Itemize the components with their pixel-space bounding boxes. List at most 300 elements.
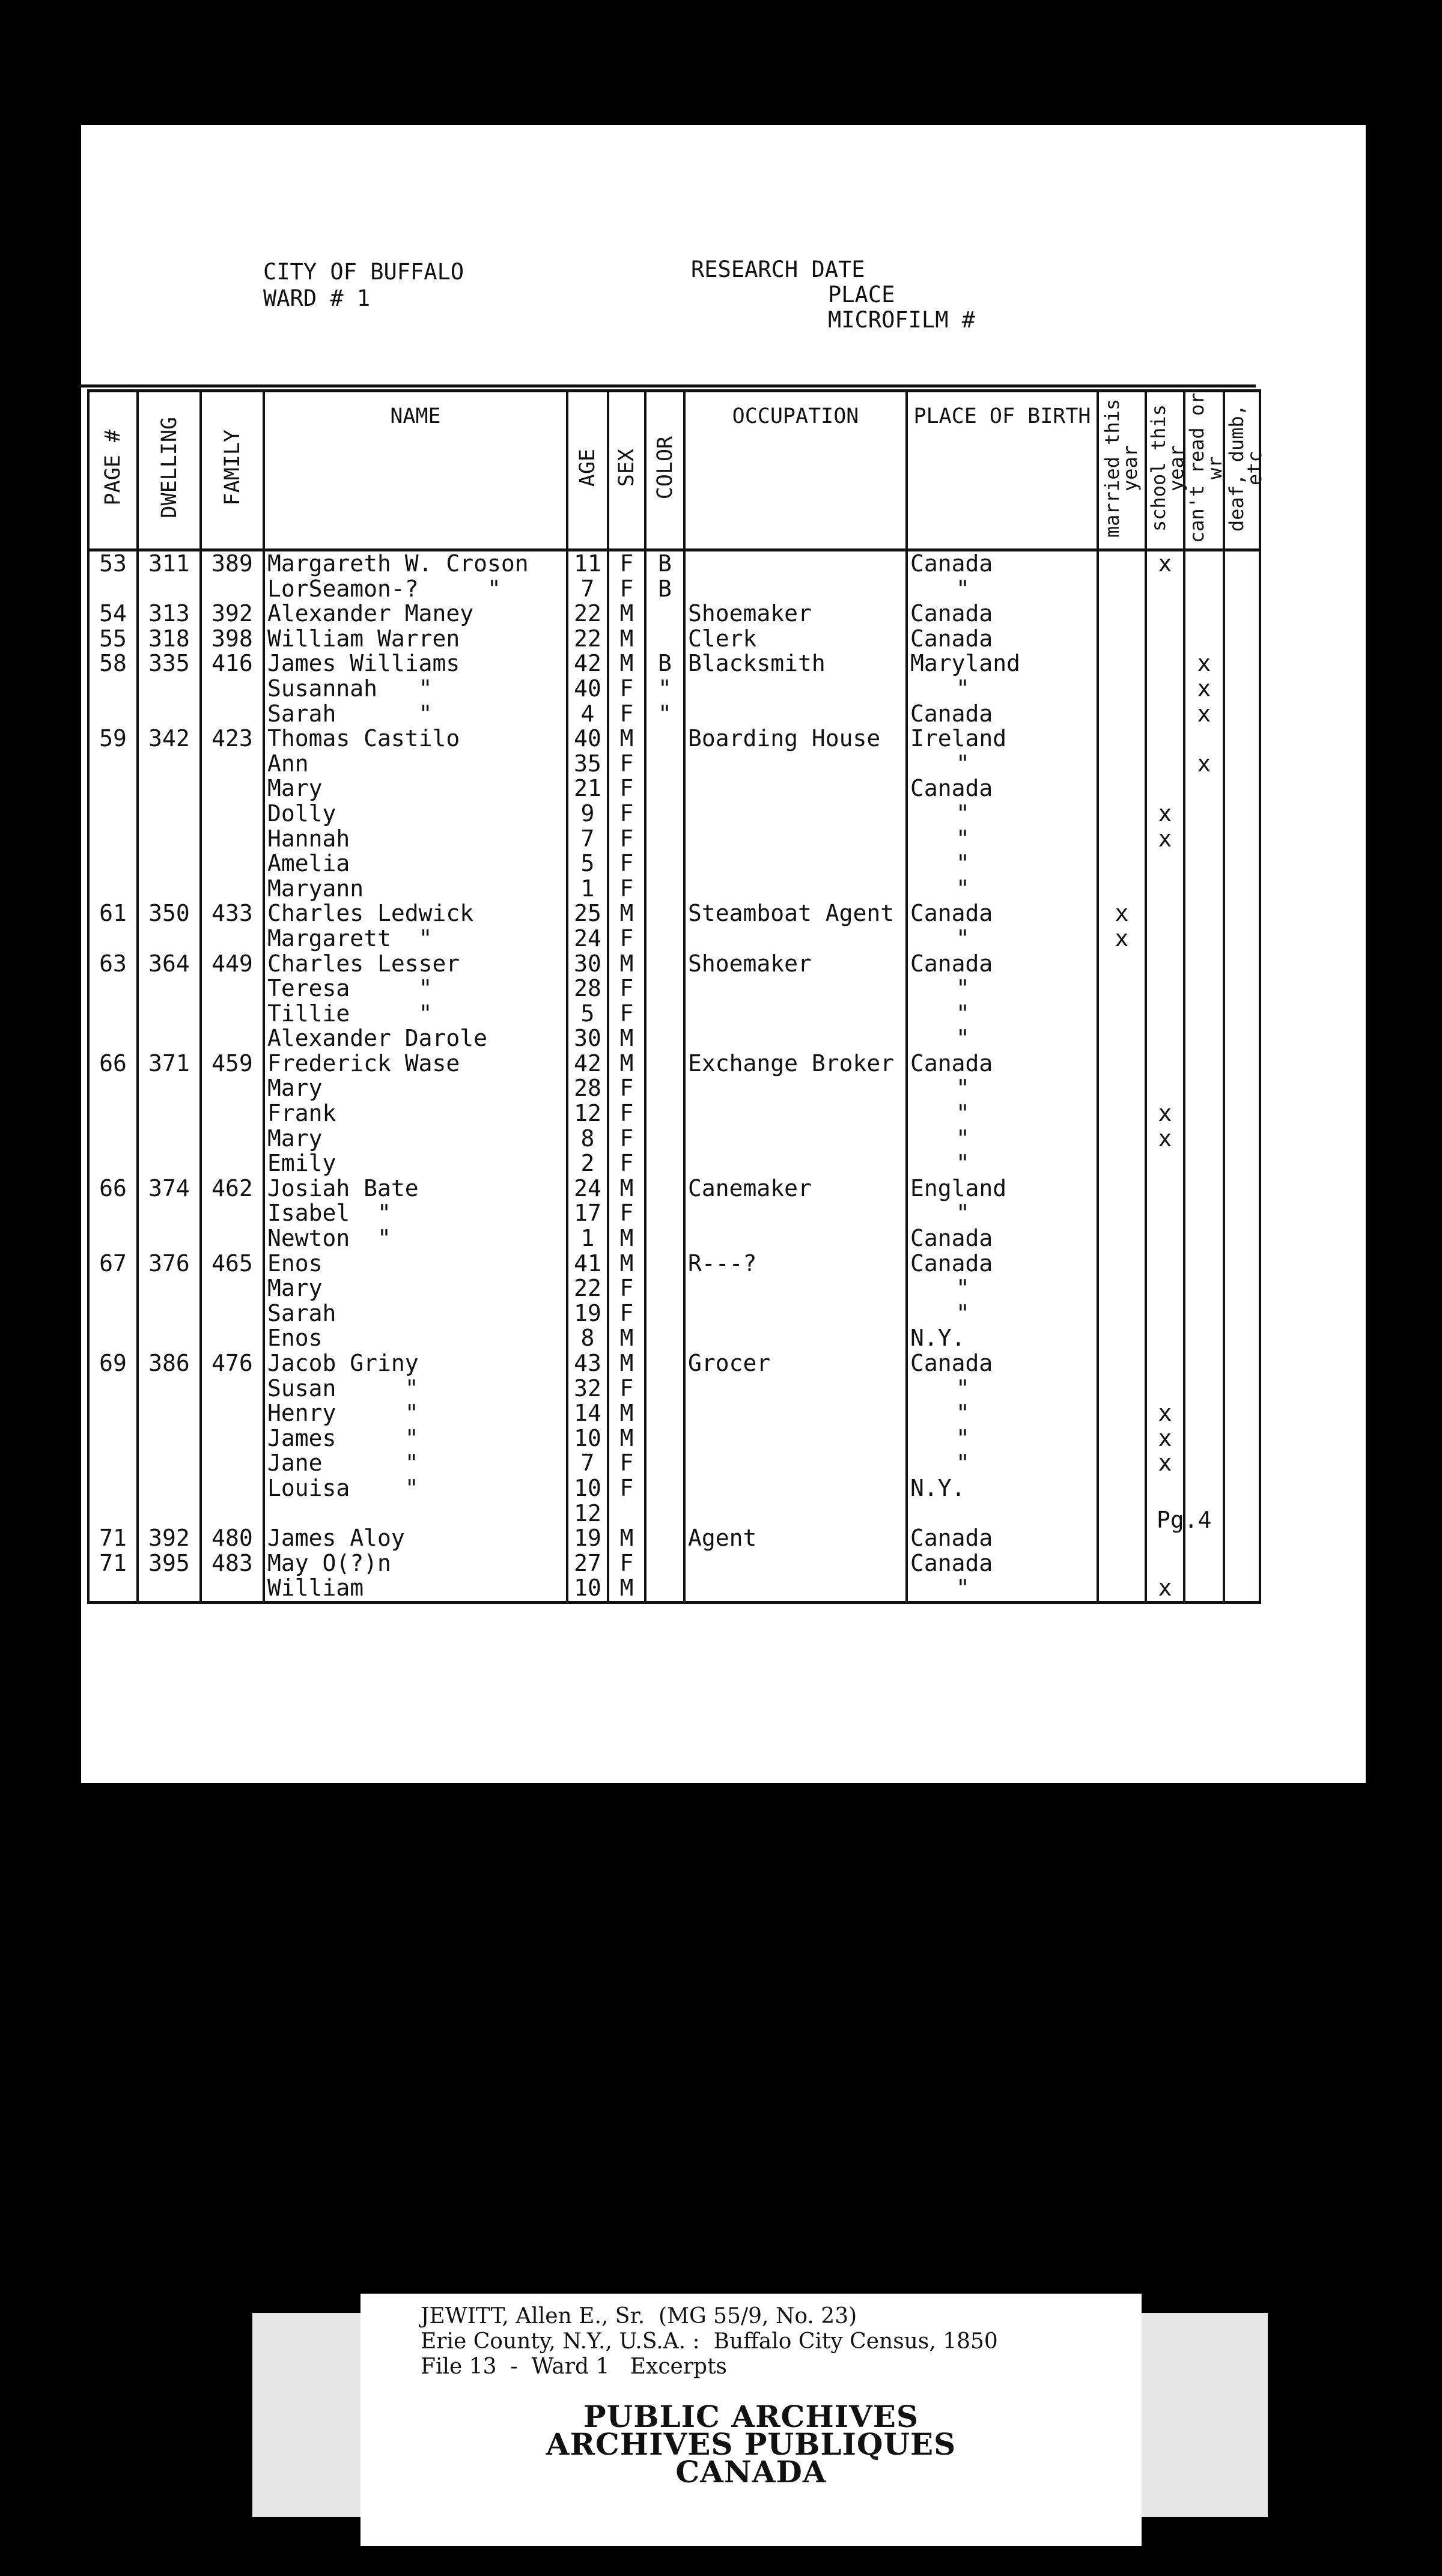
cell-family [201,1476,264,1501]
cell-occupation [684,1376,907,1402]
cell-married [1098,1026,1146,1051]
table-row [88,1251,1260,1277]
cell-dwelling: 318 [138,627,201,652]
cell-sex: F [608,851,645,876]
table-row [88,550,1260,577]
cell-sex: F [608,776,645,801]
cell-read [1184,1076,1224,1101]
cell-dwelling [138,676,201,702]
cell-birth: " [907,876,1098,902]
cell-page: 67 [88,1251,138,1277]
cell-birth: " [907,676,1098,702]
cell-family [201,1126,264,1152]
cell-color [645,601,684,627]
cell-color [645,1151,684,1176]
cell-name: Charles Ledwick [264,901,567,926]
cell-married [1098,1226,1146,1251]
cell-school [1146,1326,1184,1351]
table-row [88,627,1260,652]
cell-married [1098,1326,1146,1351]
cell-school [1146,1251,1184,1277]
cell-school [1146,1301,1184,1326]
cell-dwelling [138,1151,201,1176]
cell-age: 10 [567,1476,608,1501]
cell-sex: M [608,726,645,752]
cell-deaf [1224,1151,1260,1176]
cell-dwelling [138,702,201,727]
table-row [88,1076,1260,1101]
cell-page [88,1501,138,1526]
cell-occupation [684,851,907,876]
cell-deaf [1224,776,1260,801]
cell-school [1146,1076,1184,1101]
cell-deaf [1224,1576,1260,1602]
cell-sex: M [608,1401,645,1426]
cell-occupation [684,801,907,827]
cell-page: 54 [88,601,138,627]
research-date-label: RESEARCH DATE [691,257,865,282]
cell-birth [907,1501,1098,1526]
cell-sex: M [608,627,645,652]
cell-color [645,1551,684,1576]
cell-birth: " [907,1376,1098,1402]
cell-read [1184,952,1224,977]
cell-married: x [1098,901,1146,926]
cell-dwelling [138,1101,201,1126]
cell-color [645,801,684,827]
cell-color [645,1501,684,1526]
cell-family [201,676,264,702]
cell-family: 483 [201,1551,264,1576]
cell-married: x [1098,926,1146,952]
label-line-2: Erie County, N.Y., U.S.A. : Buffalo City Census, 1850 [421,2329,998,2354]
cell-age: 1 [567,1226,608,1251]
cell-family: 449 [201,952,264,977]
cell-sex: M [608,1026,645,1051]
cell-birth: Maryland [907,651,1098,676]
cell-color [645,952,684,977]
col-name: NAME [264,391,567,550]
cell-age: 41 [567,1251,608,1277]
table-row [88,901,1260,926]
cell-birth: " [907,1076,1098,1101]
cell-school: x [1146,1126,1184,1152]
cell-family [201,876,264,902]
cell-married [1098,1276,1146,1301]
cell-family: 389 [201,550,264,577]
cell-occupation [684,976,907,1001]
col-page: PAGE # [88,391,138,550]
cell-page [88,752,138,777]
cell-dwelling: 342 [138,726,201,752]
cell-page [88,1301,138,1326]
table-row [88,726,1260,752]
cell-birth: " [907,1401,1098,1426]
cell-birth: " [907,1151,1098,1176]
cell-family: 459 [201,1051,264,1077]
cell-dwelling [138,1026,201,1051]
cell-name: Ann [264,752,567,777]
cell-occupation: Shoemaker [684,952,907,977]
cell-name: Isabel " [264,1201,567,1226]
cell-read [1184,1251,1224,1277]
cell-page: 66 [88,1176,138,1201]
cell-school: x [1146,827,1184,852]
cell-sex: F [608,702,645,727]
cell-age: 12 [567,1501,608,1526]
cell-occupation: Clerk [684,627,907,652]
cell-married [1098,1201,1146,1226]
cell-married [1098,976,1146,1001]
cell-sex: F [608,752,645,777]
cell-family [201,1326,264,1351]
cell-occupation [684,1276,907,1301]
cell-page [88,776,138,801]
cell-read [1184,1451,1224,1476]
cell-deaf [1224,1326,1260,1351]
cell-birth: Canada [907,550,1098,577]
cell-family [201,926,264,952]
cell-school [1146,1051,1184,1077]
cell-age: 32 [567,1376,608,1402]
cell-family [201,1426,264,1451]
cell-name: Alexander Maney [264,601,567,627]
cell-family [201,1026,264,1051]
table-top-rule [78,384,1256,387]
cell-page [88,1226,138,1251]
cell-birth: Canada [907,1551,1098,1576]
cell-married [1098,1001,1146,1027]
cell-read [1184,776,1224,801]
cell-page: 59 [88,726,138,752]
table-row [88,1426,1260,1451]
cell-name: Sarah " [264,702,567,727]
cell-school [1146,1551,1184,1576]
cell-school [1146,851,1184,876]
cell-age: 14 [567,1401,608,1426]
cell-name: James Aloy [264,1526,567,1551]
cell-birth: " [907,1451,1098,1476]
cell-married [1098,1426,1146,1451]
cell-occupation [684,1001,907,1027]
cell-sex: F [608,1276,645,1301]
cell-married [1098,1576,1146,1602]
cell-read: x [1184,651,1224,676]
cell-dwelling: 313 [138,601,201,627]
cell-dwelling [138,1451,201,1476]
cell-page: 63 [88,952,138,977]
cell-occupation [684,1326,907,1351]
cell-age: 24 [567,1176,608,1201]
cell-occupation [684,752,907,777]
cell-name: Henry " [264,1401,567,1426]
cell-birth: N.Y. [907,1326,1098,1351]
cell-occupation: Steamboat Agent [684,901,907,926]
cell-age: 28 [567,1076,608,1101]
cell-dwelling [138,776,201,801]
cell-read [1184,1351,1224,1376]
cell-occupation: Agent [684,1526,907,1551]
cell-deaf [1224,627,1260,652]
cell-age: 19 [567,1301,608,1326]
cell-name: Emily [264,1151,567,1176]
cell-color [645,1026,684,1051]
cell-sex: M [608,901,645,926]
table-row [88,851,1260,876]
cell-age: 5 [567,851,608,876]
cell-married [1098,1376,1146,1402]
cell-name: May O(?)n [264,1551,567,1576]
cell-sex: F [608,1476,645,1501]
table-row [88,827,1260,852]
cell-deaf [1224,1476,1260,1501]
cell-family [201,1001,264,1027]
cell-name: Maryann [264,876,567,902]
cell-occupation [684,1301,907,1326]
cell-family [201,702,264,727]
cell-color [645,1226,684,1251]
cell-read: x [1184,676,1224,702]
cell-name: Margarett " [264,926,567,952]
cell-name: Newton " [264,1226,567,1251]
cell-birth: Canada [907,901,1098,926]
cell-deaf [1224,1251,1260,1277]
cell-age: 21 [567,776,608,801]
cell-dwelling: 376 [138,1251,201,1277]
cell-color [645,1351,684,1376]
cell-married [1098,827,1146,852]
cell-name: Hannah [264,827,567,852]
cell-school [1146,1026,1184,1051]
cell-deaf [1224,1451,1260,1476]
cell-married [1098,801,1146,827]
cell-page: 71 [88,1551,138,1576]
col-school: school this year [1146,391,1184,550]
cell-page [88,1201,138,1226]
cell-sex: M [608,1326,645,1351]
cell-school: x [1146,1451,1184,1476]
cell-occupation: Boarding House [684,726,907,752]
cell-color [645,851,684,876]
table-row [88,1276,1260,1301]
cell-color [645,1126,684,1152]
cell-school [1146,1176,1184,1201]
cell-deaf [1224,726,1260,752]
cell-page [88,676,138,702]
cell-birth: " [907,851,1098,876]
cell-occupation: Exchange Broker [684,1051,907,1077]
microfilm-label: MICROFILM # [828,307,976,333]
cell-family: 476 [201,1351,264,1376]
cell-family [201,801,264,827]
cell-birth: Canada [907,776,1098,801]
cell-read [1184,1101,1224,1126]
cell-dwelling: 364 [138,952,201,977]
cell-color [645,827,684,852]
cell-occupation [684,550,907,577]
cell-dwelling [138,851,201,876]
cell-birth: " [907,1276,1098,1301]
cell-dwelling [138,1276,201,1301]
table-row [88,1101,1260,1126]
cell-birth: " [907,801,1098,827]
cell-sex: F [608,1151,645,1176]
cell-color [645,1051,684,1077]
cell-school [1146,1276,1184,1301]
cell-age: 7 [567,1451,608,1476]
cell-name: Mary [264,1126,567,1152]
table-row [88,776,1260,801]
cell-color [645,1326,684,1351]
cell-name: Tillie " [264,1001,567,1027]
cell-name: William Warren [264,627,567,652]
cell-school [1146,651,1184,676]
cell-married [1098,726,1146,752]
cell-page [88,976,138,1001]
cell-deaf [1224,1001,1260,1027]
cell-color [645,876,684,902]
cell-page [88,801,138,827]
cell-occupation [684,1101,907,1126]
cell-married [1098,1126,1146,1152]
cell-color [645,1576,684,1602]
cell-page [88,876,138,902]
cell-deaf [1224,976,1260,1001]
cell-sex: F [608,1376,645,1402]
cell-name: James " [264,1426,567,1451]
cell-age: 24 [567,926,608,952]
table-row [88,1026,1260,1051]
table-row [88,601,1260,627]
cell-deaf [1224,1376,1260,1402]
cell-school [1146,926,1184,952]
cell-family [201,1376,264,1402]
cell-page [88,1401,138,1426]
cell-family: 398 [201,627,264,652]
col-read: can't read or wr [1184,391,1224,550]
cell-school [1146,901,1184,926]
cell-deaf [1224,1226,1260,1251]
cell-page [88,926,138,952]
cell-age: 43 [567,1351,608,1376]
cell-read [1184,601,1224,627]
cell-occupation [684,1151,907,1176]
cell-dwelling [138,801,201,827]
cell-color [645,1176,684,1201]
cell-age: 30 [567,952,608,977]
cell-married [1098,1251,1146,1277]
cell-occupation [684,1426,907,1451]
cell-married [1098,1501,1146,1526]
cell-married [1098,851,1146,876]
cell-deaf [1224,1401,1260,1426]
cell-deaf [1224,926,1260,952]
cell-deaf [1224,702,1260,727]
cell-name: James Williams [264,651,567,676]
cell-color [645,627,684,652]
table-row [88,801,1260,827]
cell-read [1184,627,1224,652]
cell-name: Frank [264,1101,567,1126]
table-row [88,1051,1260,1077]
table-row [88,1001,1260,1027]
cell-sex: F [608,876,645,902]
cell-school [1146,676,1184,702]
cell-school: x [1146,801,1184,827]
cell-page [88,1376,138,1402]
cell-birth: Canada [907,601,1098,627]
cell-name: William [264,1576,567,1602]
cell-birth: Canada [907,1051,1098,1077]
table-row [88,702,1260,727]
cell-family [201,752,264,777]
cell-color [645,1526,684,1551]
cell-read [1184,1551,1224,1576]
cell-birth: " [907,1001,1098,1027]
cell-birth: " [907,577,1098,602]
cell-occupation [684,1451,907,1476]
cell-sex: M [608,1426,645,1451]
table-row [88,1301,1260,1326]
cell-family [201,1201,264,1226]
table-row [88,1376,1260,1402]
cell-page: 69 [88,1351,138,1376]
cell-married [1098,601,1146,627]
cell-school [1146,627,1184,652]
cell-occupation [684,1201,907,1226]
cell-age: 17 [567,1201,608,1226]
table-row [88,1451,1260,1476]
col-occupation: OCCUPATION [684,391,907,550]
col-deaf: deaf, dumb, etc [1224,391,1260,550]
cell-dwelling [138,1476,201,1501]
cell-page [88,1001,138,1027]
cell-color [645,1376,684,1402]
cell-age: 7 [567,577,608,602]
cell-dwelling [138,1326,201,1351]
cell-page [88,1076,138,1101]
cell-name: Susan " [264,1376,567,1402]
table-row [88,1551,1260,1576]
cell-deaf [1224,952,1260,977]
cell-page [88,702,138,727]
cell-family: 433 [201,901,264,926]
cell-dwelling [138,1501,201,1526]
cell-birth: Canada [907,952,1098,977]
col-dwelling: DWELLING [138,391,201,550]
cell-sex: M [608,952,645,977]
cell-married [1098,1351,1146,1376]
cell-school [1146,1201,1184,1226]
cell-married [1098,1101,1146,1126]
cell-deaf [1224,1201,1260,1226]
cell-sex: M [608,1251,645,1277]
cell-read [1184,726,1224,752]
cell-dwelling [138,577,201,602]
cell-occupation [684,1576,907,1602]
cell-married [1098,577,1146,602]
cell-occupation [684,1226,907,1251]
cell-married [1098,1151,1146,1176]
cell-age: 22 [567,627,608,652]
cell-age: 4 [567,702,608,727]
cell-read [1184,1376,1224,1402]
cell-birth: " [907,752,1098,777]
cell-married [1098,1476,1146,1501]
cell-school [1146,1226,1184,1251]
cell-family: 416 [201,651,264,676]
cell-married [1098,952,1146,977]
